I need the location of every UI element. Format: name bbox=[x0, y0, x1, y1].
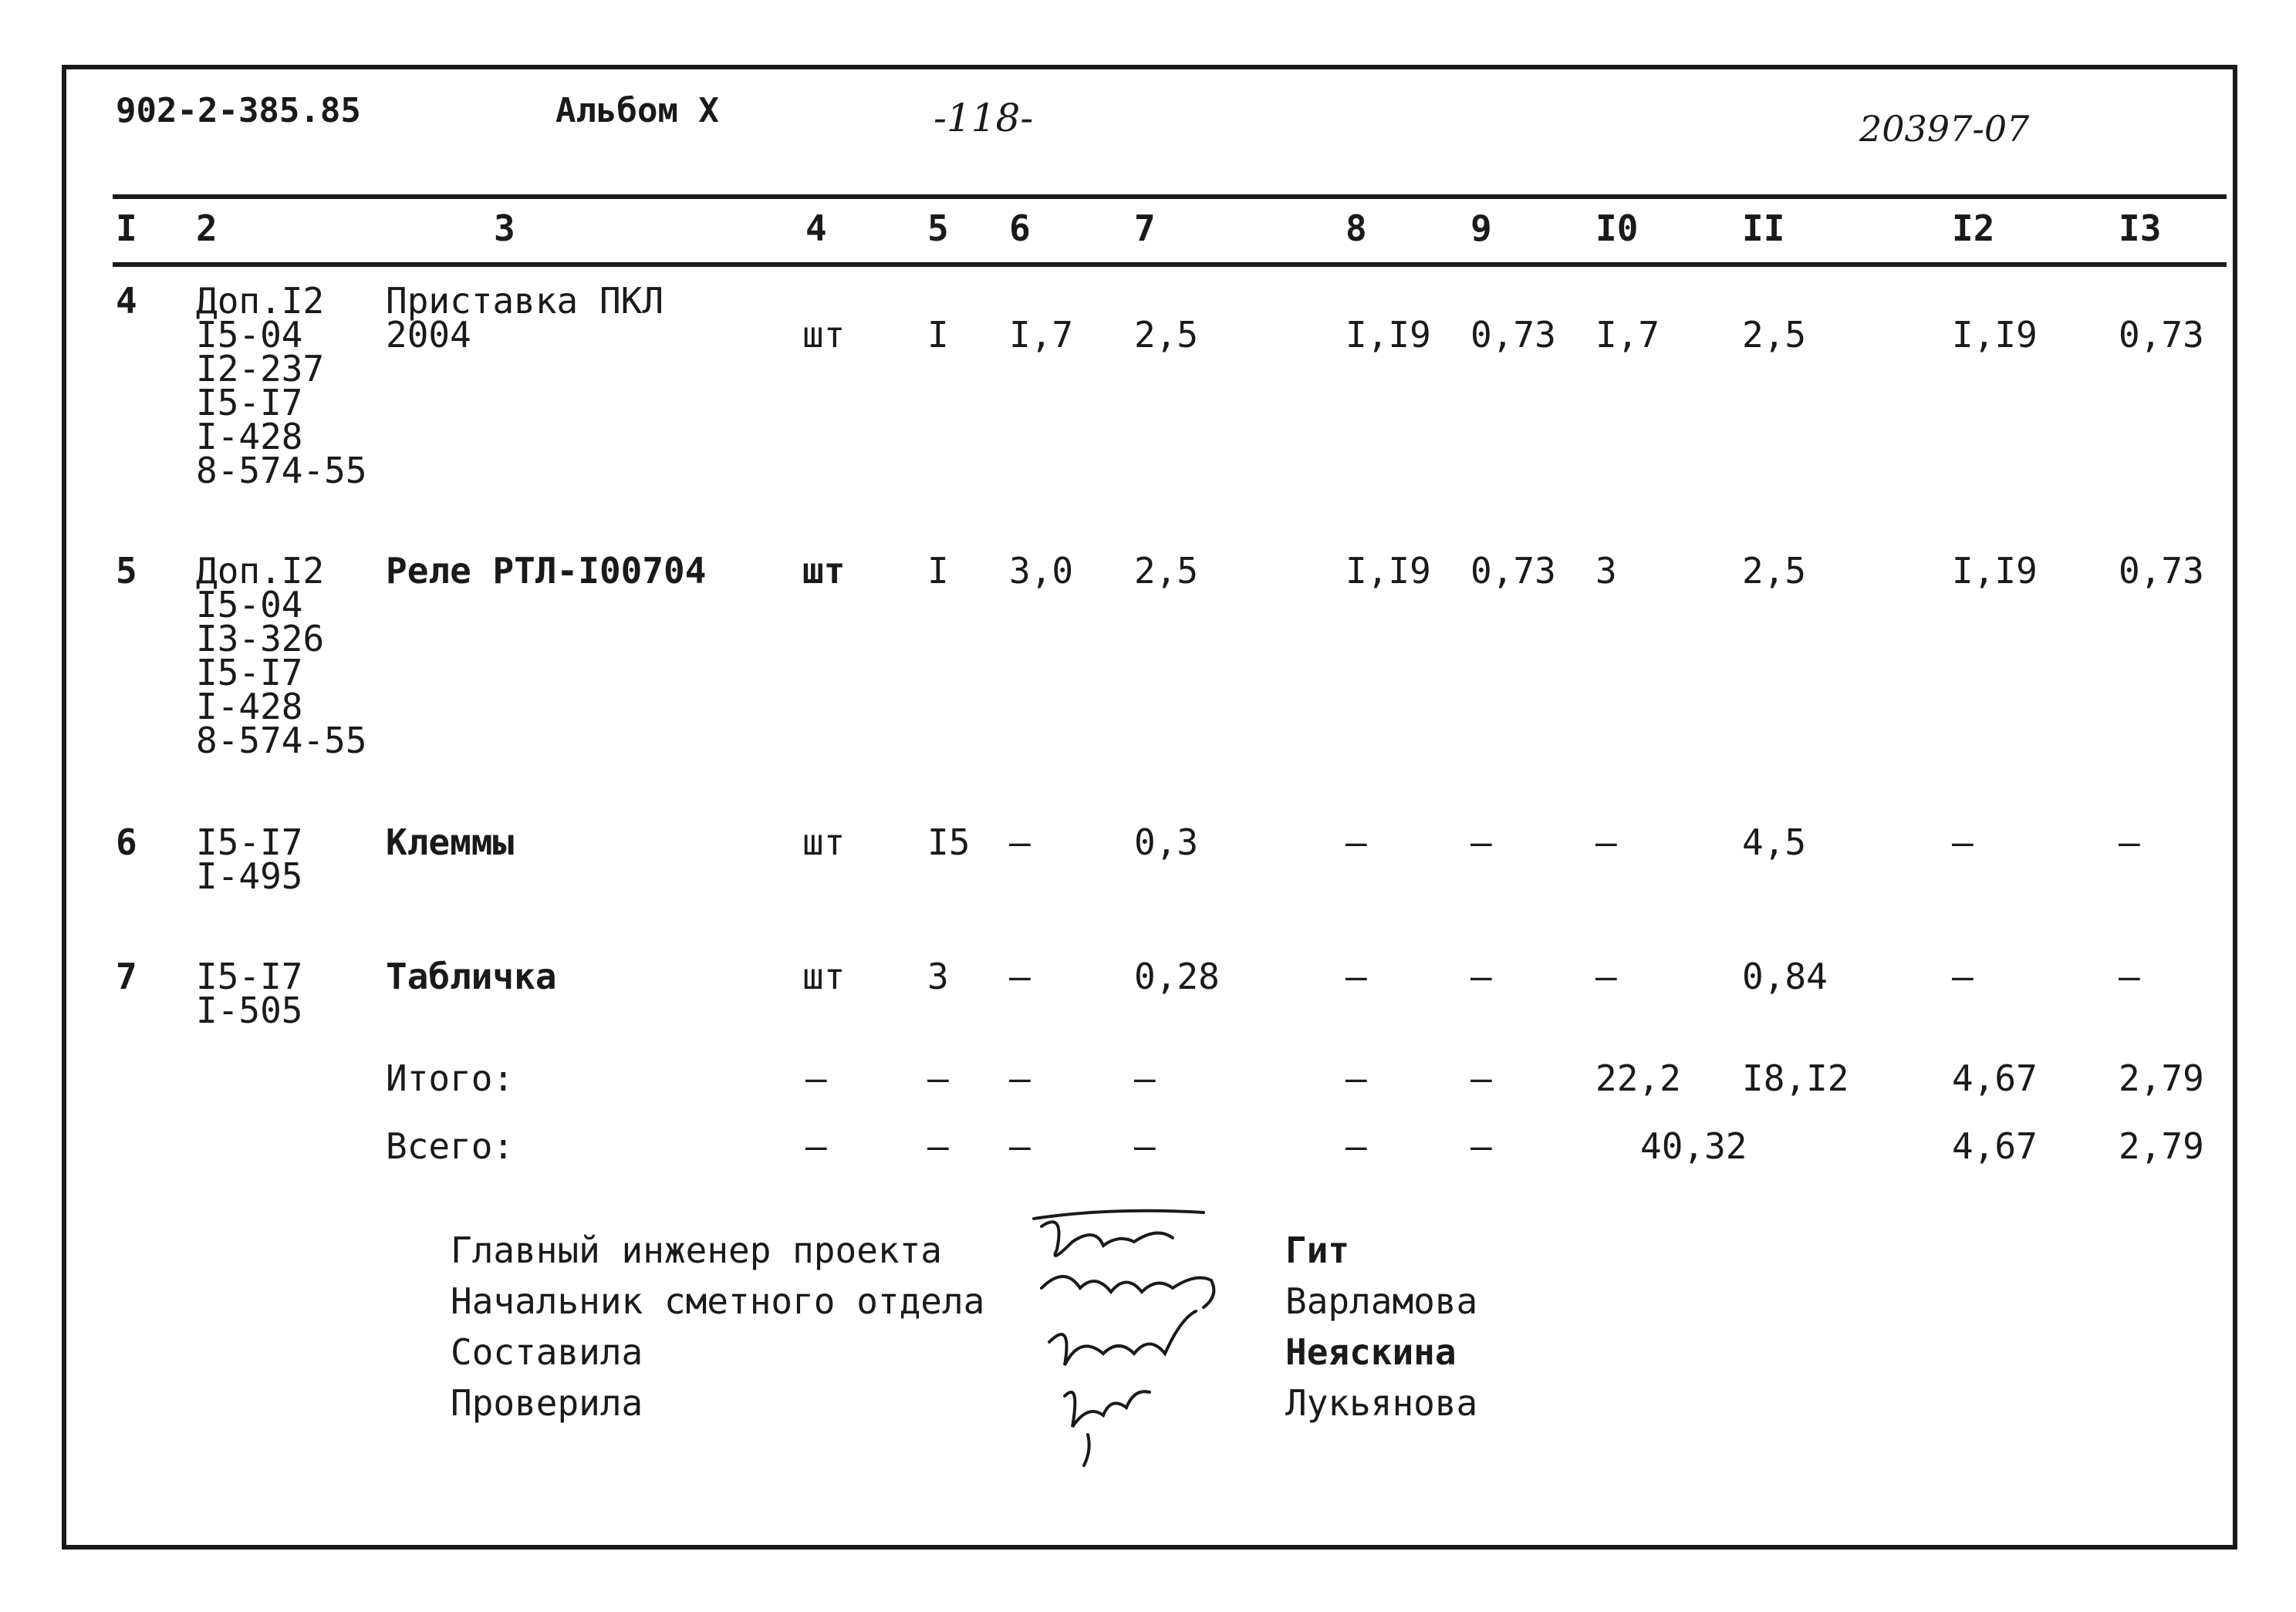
row-ref: I5-04 bbox=[196, 314, 303, 356]
row-ref: I5-I7 bbox=[196, 956, 303, 997]
row-number: 4 bbox=[116, 280, 137, 322]
cell-9: 0,73 bbox=[1470, 550, 1556, 592]
signature-role: Составила bbox=[451, 1331, 643, 1373]
header-rule-top bbox=[113, 194, 2227, 199]
cell-11: 2,5 bbox=[1742, 314, 1807, 356]
header-rule-bottom bbox=[113, 262, 2227, 267]
cell-7: 0,28 bbox=[1134, 956, 1220, 997]
cell-7: – bbox=[1134, 1125, 1156, 1167]
signature-role: Начальник сметного отдела bbox=[451, 1280, 985, 1322]
album-label: Альбом X bbox=[555, 91, 719, 130]
col-header-10: I0 bbox=[1595, 207, 1639, 249]
item-name: 2004 bbox=[386, 314, 471, 356]
item-unit: шт bbox=[802, 821, 846, 863]
col-header-1: I bbox=[116, 207, 137, 249]
row-ref: I3-326 bbox=[196, 618, 325, 659]
handwritten-signatures bbox=[1018, 1203, 1265, 1481]
cell-12: 4,67 bbox=[1952, 1125, 2038, 1167]
col-header-7: 7 bbox=[1134, 207, 1156, 249]
col-header-11: II bbox=[1742, 207, 1785, 249]
cell-11: 4,5 bbox=[1742, 821, 1807, 863]
row-ref: I-495 bbox=[196, 855, 303, 897]
row-ref: I-505 bbox=[196, 990, 303, 1031]
item-qty: 3 bbox=[927, 956, 949, 997]
col-header-2: 2 bbox=[196, 207, 218, 249]
row-ref: 8-574-55 bbox=[196, 720, 367, 761]
row-ref: Доп.I2 bbox=[196, 550, 325, 592]
item-qty: I bbox=[927, 314, 949, 356]
page-number: -118- bbox=[934, 96, 1034, 140]
cell-9: – bbox=[1470, 956, 1492, 997]
cell-5: – bbox=[927, 1057, 949, 1099]
doc-number: 20397-07 bbox=[1859, 108, 2030, 150]
cell-7: 2,5 bbox=[1134, 314, 1199, 356]
item-name: Приставка ПКЛ bbox=[386, 280, 664, 322]
col-header-4: 4 bbox=[805, 207, 827, 249]
col-header-3: 3 bbox=[494, 207, 515, 249]
cell-13: – bbox=[2119, 956, 2140, 997]
row-number: 6 bbox=[116, 821, 137, 863]
item-unit: шт bbox=[802, 956, 846, 997]
col-header-9: 9 bbox=[1470, 207, 1492, 249]
totals-label: Итого: bbox=[386, 1057, 515, 1099]
cell-8: – bbox=[1346, 956, 1367, 997]
cell-6: – bbox=[1009, 1057, 1031, 1099]
cell-10: I,7 bbox=[1595, 314, 1660, 356]
cell-11: 0,84 bbox=[1742, 956, 1828, 997]
cell-7: 2,5 bbox=[1134, 550, 1199, 592]
row-number: 7 bbox=[116, 956, 137, 997]
cell-13: 2,79 bbox=[2119, 1057, 2204, 1099]
item-name: Реле РТЛ-I00704 bbox=[386, 550, 707, 592]
col-header-8: 8 bbox=[1346, 207, 1367, 249]
row-ref: I5-I7 bbox=[196, 652, 303, 693]
cell-10: – bbox=[1595, 956, 1617, 997]
cell-6: – bbox=[1009, 821, 1031, 863]
cell-10: 3 bbox=[1595, 550, 1617, 592]
cell-4: – bbox=[805, 1125, 827, 1167]
cell-12: I,I9 bbox=[1952, 314, 2038, 356]
cell-13: – bbox=[2119, 821, 2140, 863]
cell-5: – bbox=[927, 1125, 949, 1167]
cell-7: 0,3 bbox=[1134, 821, 1199, 863]
cell-9: – bbox=[1470, 1125, 1492, 1167]
cell-8: – bbox=[1346, 1125, 1367, 1167]
item-name: Табличка bbox=[386, 956, 557, 997]
row-ref: I-428 bbox=[196, 686, 303, 727]
signature-name: Варламова bbox=[1285, 1280, 1478, 1322]
col-header-5: 5 bbox=[927, 207, 949, 249]
col-header-6: 6 bbox=[1009, 207, 1031, 249]
cell-10-11: 40,32 bbox=[1640, 1125, 1747, 1167]
cell-9: – bbox=[1470, 821, 1492, 863]
cell-8: I,I9 bbox=[1346, 314, 1431, 356]
cell-11: I8,I2 bbox=[1742, 1057, 1849, 1099]
cell-8: – bbox=[1346, 1057, 1367, 1099]
row-ref: I5-I7 bbox=[196, 821, 303, 863]
cell-13: 2,79 bbox=[2119, 1125, 2204, 1167]
row-ref: I-428 bbox=[196, 416, 303, 457]
cell-8: I,I9 bbox=[1346, 550, 1431, 592]
row-ref: Доп.I2 bbox=[196, 280, 325, 322]
cell-6: – bbox=[1009, 956, 1031, 997]
totals-label: Всего: bbox=[386, 1125, 515, 1167]
row-ref: I2-237 bbox=[196, 348, 325, 390]
cell-4: – bbox=[805, 1057, 827, 1099]
cell-10: 22,2 bbox=[1595, 1057, 1681, 1099]
row-number: 5 bbox=[116, 550, 137, 592]
doc-code: 902-2-385.85 bbox=[116, 91, 361, 130]
item-unit: шт bbox=[802, 314, 846, 356]
cell-10: – bbox=[1595, 821, 1617, 863]
signature-role: Проверила bbox=[451, 1382, 643, 1424]
cell-12: – bbox=[1952, 821, 1974, 863]
col-header-13: I3 bbox=[2119, 207, 2162, 249]
item-name: Клеммы bbox=[386, 821, 515, 863]
row-ref: I5-I7 bbox=[196, 382, 303, 423]
signature-name: Неяскина bbox=[1285, 1331, 1457, 1373]
row-ref: I5-04 bbox=[196, 584, 303, 626]
cell-9: 0,73 bbox=[1470, 314, 1556, 356]
cell-6: I,7 bbox=[1009, 314, 1074, 356]
col-header-12: I2 bbox=[1952, 207, 1995, 249]
signature-name: Гит bbox=[1285, 1229, 1350, 1271]
cell-13: 0,73 bbox=[2119, 550, 2204, 592]
cell-12: 4,67 bbox=[1952, 1057, 2038, 1099]
item-unit: шт bbox=[802, 550, 846, 592]
cell-11: 2,5 bbox=[1742, 550, 1807, 592]
cell-8: – bbox=[1346, 821, 1367, 863]
cell-9: – bbox=[1470, 1057, 1492, 1099]
cell-12: – bbox=[1952, 956, 1974, 997]
cell-6: – bbox=[1009, 1125, 1031, 1167]
cell-7: – bbox=[1134, 1057, 1156, 1099]
item-qty: I5 bbox=[927, 821, 971, 863]
row-ref: 8-574-55 bbox=[196, 450, 367, 491]
signature-name: Лукьянова bbox=[1285, 1382, 1478, 1424]
cell-13: 0,73 bbox=[2119, 314, 2204, 356]
signature-role: Главный инженер проекта bbox=[451, 1229, 942, 1271]
item-qty: I bbox=[927, 550, 949, 592]
cell-6: 3,0 bbox=[1009, 550, 1074, 592]
cell-12: I,I9 bbox=[1952, 550, 2038, 592]
